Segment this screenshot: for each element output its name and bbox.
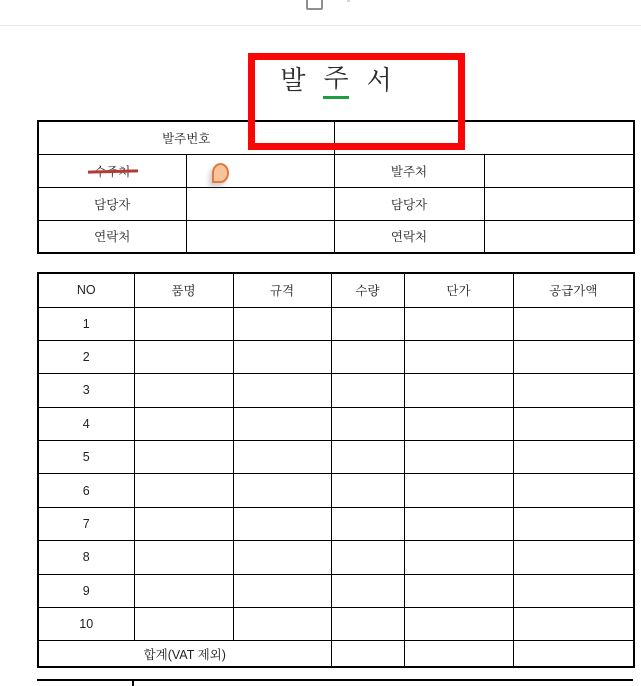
item-empty-cell[interactable] [134, 340, 233, 373]
item-empty-cell[interactable] [233, 541, 331, 574]
item-empty-cell[interactable] [233, 608, 331, 641]
items-table-body [38, 307, 634, 641]
total-label: 합계(VAT 제외) [38, 641, 331, 667]
item-empty-cell[interactable] [233, 307, 331, 340]
manager-left-label: 담당자 [38, 187, 186, 220]
item-empty-cell[interactable] [513, 608, 634, 641]
item-row-number: 4 [38, 407, 134, 440]
item-empty-cell[interactable] [404, 374, 513, 407]
page-title [236, 62, 436, 94]
items-header-row [38, 273, 634, 307]
pointer-cursor-blob [212, 163, 229, 183]
contact-left-value-cell[interactable] [186, 220, 334, 253]
item-empty-cell[interactable] [134, 307, 233, 340]
item-empty-cell[interactable] [134, 474, 233, 507]
item-row-number: 3 [38, 374, 134, 407]
item-empty-cell[interactable] [513, 474, 634, 507]
item-row [38, 441, 634, 474]
item-empty-cell[interactable] [331, 574, 404, 607]
item-row-number: 9 [38, 574, 134, 607]
manager-right-label: 담당자 [334, 187, 484, 220]
item-empty-cell[interactable] [233, 441, 331, 474]
item-empty-cell[interactable] [233, 340, 331, 373]
item-row [38, 574, 634, 607]
item-empty-cell[interactable] [331, 340, 404, 373]
item-empty-cell[interactable] [513, 441, 634, 474]
item-empty-cell[interactable] [404, 340, 513, 373]
item-row [38, 474, 634, 507]
col-header-no: NO [38, 273, 134, 307]
item-row-number: 8 [38, 541, 134, 574]
item-row [38, 608, 634, 641]
item-row-number: 7 [38, 507, 134, 540]
item-empty-cell[interactable] [233, 474, 331, 507]
item-empty-cell[interactable] [233, 507, 331, 540]
item-empty-cell[interactable] [331, 474, 404, 507]
item-row-number: 5 [38, 441, 134, 474]
item-empty-cell[interactable] [331, 541, 404, 574]
item-row [38, 374, 634, 407]
item-empty-cell[interactable] [513, 507, 634, 540]
order-number-row [38, 121, 634, 154]
manager-right-value-cell[interactable] [484, 187, 634, 220]
item-empty-cell[interactable] [404, 307, 513, 340]
total-unit-price-cell[interactable] [404, 641, 513, 667]
item-empty-cell[interactable] [233, 407, 331, 440]
item-empty-cell[interactable] [513, 307, 634, 340]
item-empty-cell[interactable] [404, 608, 513, 641]
item-empty-cell[interactable] [513, 574, 634, 607]
col-header-unit-price: 단가 [404, 273, 513, 307]
item-empty-cell[interactable] [404, 507, 513, 540]
col-header-qty: 수량 [331, 273, 404, 307]
item-empty-cell[interactable] [513, 407, 634, 440]
item-empty-cell[interactable] [134, 507, 233, 540]
item-empty-cell[interactable] [134, 608, 233, 641]
item-row-number: 1 [38, 307, 134, 340]
total-supply-amount-cell[interactable] [513, 641, 634, 667]
item-empty-cell[interactable] [513, 541, 634, 574]
item-empty-cell[interactable] [404, 441, 513, 474]
item-row-number: 6 [38, 474, 134, 507]
item-empty-cell[interactable] [134, 441, 233, 474]
item-empty-cell[interactable] [404, 574, 513, 607]
title-char-ju-spellcheck-underline: 주 [323, 58, 348, 99]
col-header-spec: 규격 [233, 273, 331, 307]
total-row [38, 641, 634, 667]
strikethrough-mark [88, 169, 138, 173]
item-empty-cell[interactable] [404, 474, 513, 507]
contact-right-value-cell[interactable] [484, 220, 634, 253]
supplier-value-cell[interactable] [186, 154, 334, 187]
col-header-supply-amount: 공급가액 [513, 273, 634, 307]
item-empty-cell[interactable] [513, 340, 634, 373]
item-row [38, 407, 634, 440]
toolbar-icon-partial[interactable] [306, 0, 323, 10]
item-empty-cell[interactable] [331, 374, 404, 407]
title-char-seo: 서 [366, 64, 392, 95]
chrome-speck [347, 0, 350, 2]
item-empty-cell[interactable] [331, 608, 404, 641]
item-empty-cell[interactable] [513, 374, 634, 407]
info-row [38, 220, 634, 253]
item-empty-cell[interactable] [233, 374, 331, 407]
item-empty-cell[interactable] [404, 541, 513, 574]
item-row [38, 507, 634, 540]
item-row [38, 541, 634, 574]
supplier-label-struck [38, 154, 186, 187]
item-empty-cell[interactable] [134, 374, 233, 407]
item-empty-cell[interactable] [331, 507, 404, 540]
item-empty-cell[interactable] [134, 407, 233, 440]
item-row [38, 307, 634, 340]
info-row [38, 154, 634, 187]
contact-right-label: 연락처 [334, 220, 484, 253]
contact-left-label: 연락처 [38, 220, 186, 253]
orderer-label: 발주처 [334, 154, 484, 187]
info-row [38, 187, 634, 220]
next-table-column-divider [132, 679, 134, 686]
chrome-divider [0, 25, 641, 26]
item-empty-cell[interactable] [331, 441, 404, 474]
total-qty-cell[interactable] [331, 641, 404, 667]
item-empty-cell[interactable] [134, 574, 233, 607]
order-number-value-cell[interactable] [334, 121, 634, 154]
col-header-item-name: 품명 [134, 273, 233, 307]
item-row-number: 10 [38, 608, 134, 641]
order-number-label: 발주번호 [38, 121, 334, 154]
order-info-table [37, 120, 635, 254]
title-char-bal: 발 [280, 64, 306, 95]
manager-left-value-cell[interactable] [186, 187, 334, 220]
item-empty-cell[interactable] [233, 574, 331, 607]
item-empty-cell[interactable] [331, 307, 404, 340]
item-row [38, 340, 634, 373]
item-empty-cell[interactable] [331, 407, 404, 440]
item-empty-cell[interactable] [404, 407, 513, 440]
next-table-top-border [37, 679, 633, 681]
orderer-value-cell[interactable] [484, 154, 634, 187]
item-empty-cell[interactable] [134, 541, 233, 574]
items-table [37, 272, 635, 668]
item-row-number: 2 [38, 340, 134, 373]
